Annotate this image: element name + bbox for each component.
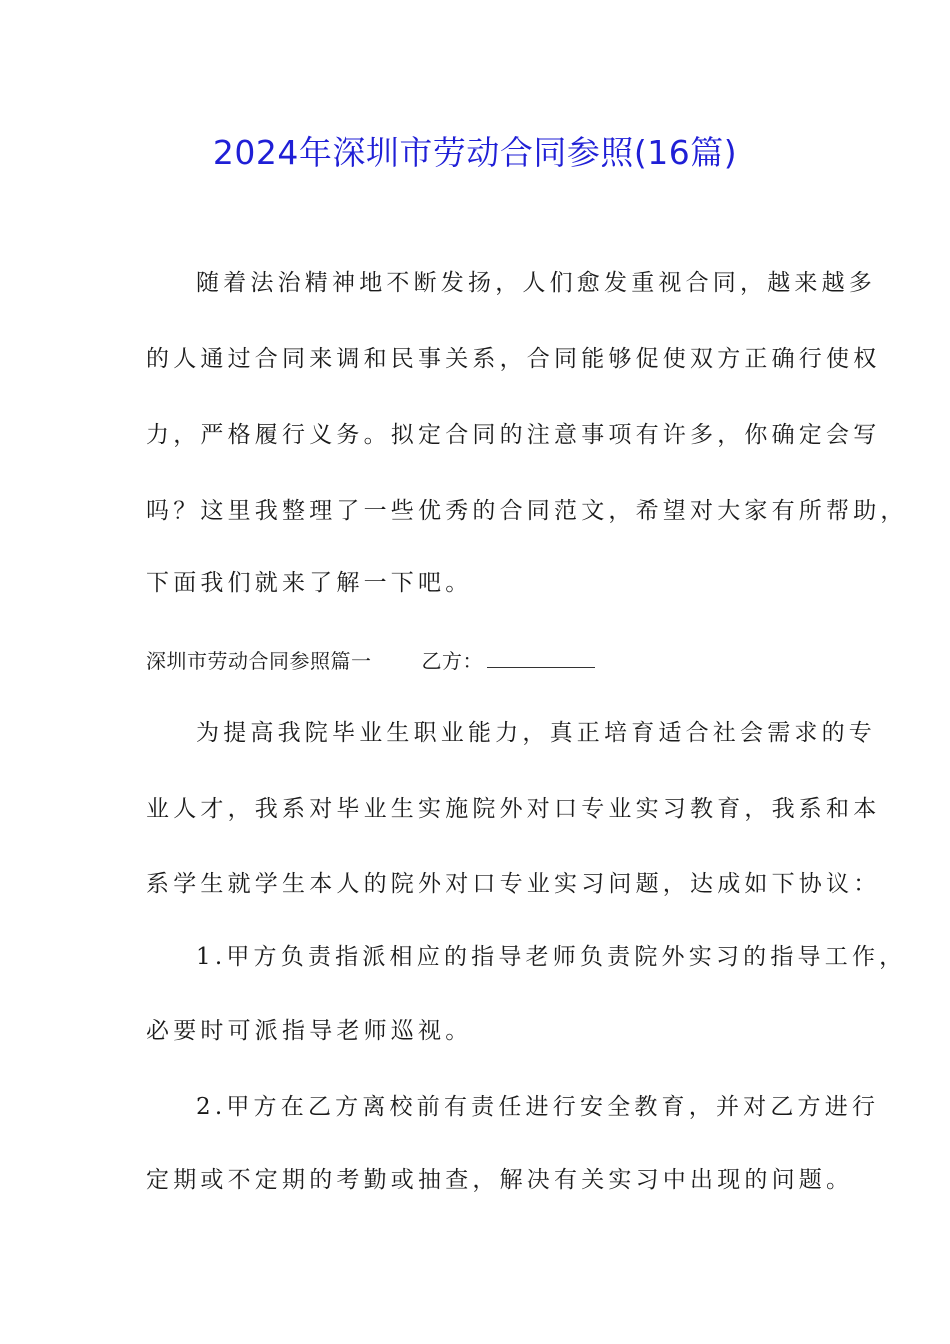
intro-line-3: 力，严格履行义务。拟定合同的注意事项有许多，你确定会写 bbox=[146, 422, 881, 448]
section-heading-row bbox=[146, 646, 595, 676]
body-line-2: 业人才，我系对毕业生实施院外对口专业实习教育，我系和本 bbox=[146, 796, 881, 822]
body-line-3: 系学生就学生本人的院外对口专业实习问题，达成如下协议： bbox=[146, 871, 881, 897]
body-line-5: 必要时可派指导老师巡视。 bbox=[146, 1018, 473, 1044]
party-b-blank bbox=[487, 649, 595, 668]
body-line-6: 2.甲方在乙方离校前有责任进行安全教育，并对乙方进行 bbox=[196, 1094, 880, 1120]
body-line-4: 1.甲方负责指派相应的指导老师负责院外实习的指导工作， bbox=[196, 944, 907, 970]
section-heading: 深圳市劳动合同参照篇一 bbox=[146, 649, 372, 673]
party-b-label: 乙方： bbox=[421, 649, 483, 673]
body-line-7: 定期或不定期的考勤或抽查，解决有关实习中出现的问题。 bbox=[146, 1167, 854, 1193]
body-line-1: 为提高我院毕业生职业能力，真正培育适合社会需求的专 bbox=[196, 720, 876, 746]
intro-line-1: 随着法治精神地不断发扬，人们愈发重视合同，越来越多 bbox=[196, 270, 876, 296]
document-title: 2024年深圳市劳动合同参照(16篇) bbox=[212, 133, 738, 172]
intro-line-5: 下面我们就来了解一下吧。 bbox=[146, 570, 473, 596]
intro-line-4: 吗？这里我整理了一些优秀的合同范文，希望对大家有所帮助， bbox=[146, 498, 908, 524]
intro-line-2: 的人通过合同来调和民事关系，合同能够促使双方正确行使权 bbox=[146, 346, 881, 372]
